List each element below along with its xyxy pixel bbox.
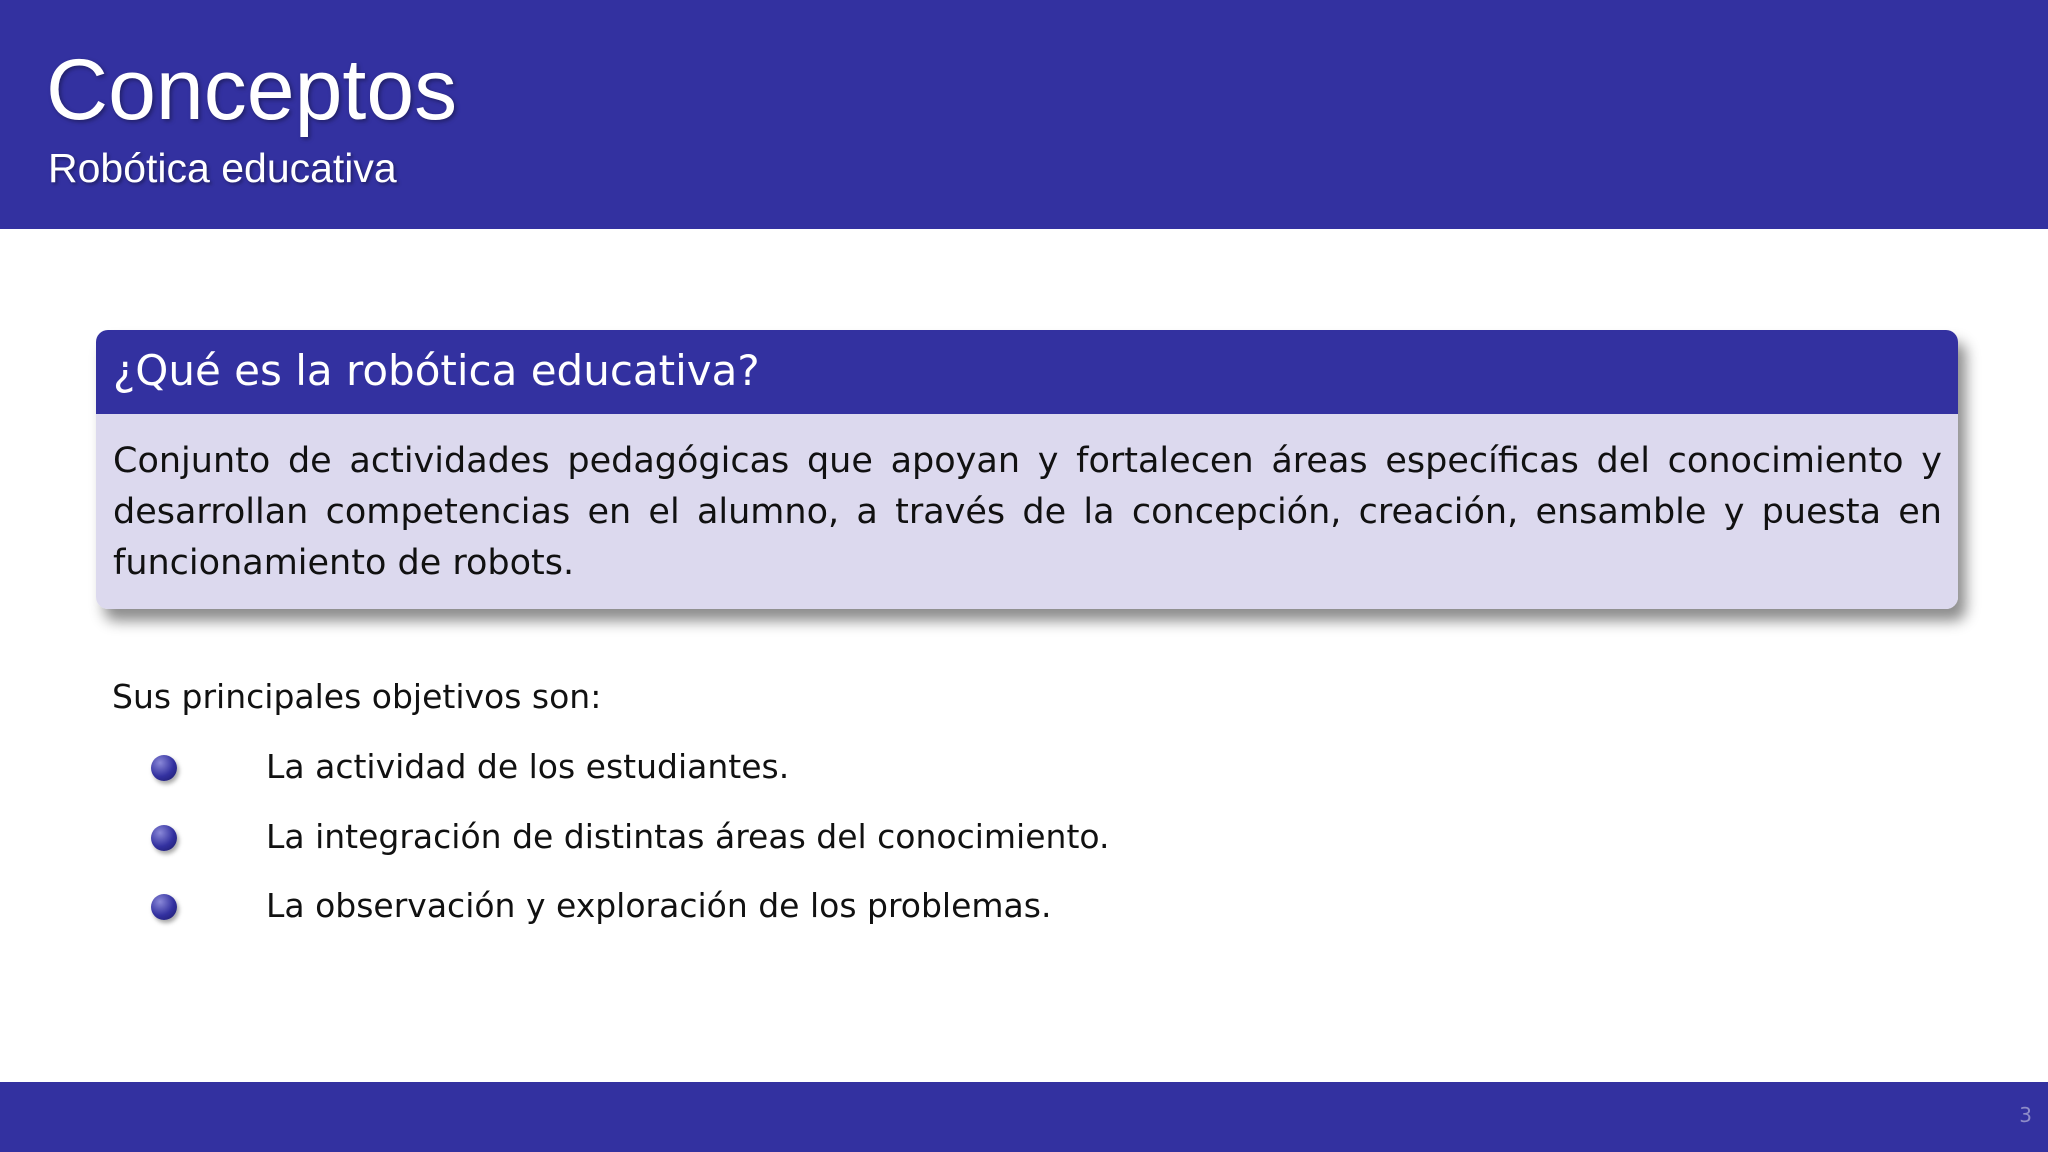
list-item <box>148 883 1348 929</box>
objective-text: La observación y exploración de los problemas. <box>266 886 1052 925</box>
bullet-icon <box>151 825 177 851</box>
objectives-intro: Sus principales objetivos son: <box>112 677 602 716</box>
footer-bar <box>0 1082 2048 1152</box>
page-number: 3 <box>2019 1103 2032 1127</box>
objective-text: La actividad de los estudiantes. <box>266 747 790 786</box>
block-text: Conjunto de actividades pedagógicas que apoyan y fortalecen áreas específicas del conocimiento y desarrollan competencias en el alumno, a través de la concepción, creación, ensamble y puesta en funcionamiento de robots. <box>113 441 1942 583</box>
objective-text: La integración de distintas áreas del conocimiento. <box>266 817 1110 856</box>
slide-title: Conceptos <box>46 42 458 138</box>
slide-subtitle: Robótica educativa <box>48 145 397 191</box>
bullet-icon <box>151 755 177 781</box>
header-bar <box>0 0 2048 229</box>
list-item <box>148 814 1348 860</box>
block-body <box>96 414 1958 609</box>
block-title-bar <box>96 330 1958 414</box>
definition-block <box>96 330 1958 609</box>
bullet-icon <box>151 894 177 920</box>
list-item <box>148 744 1348 790</box>
block-title: ¿Qué es la robótica educativa? <box>113 346 760 395</box>
